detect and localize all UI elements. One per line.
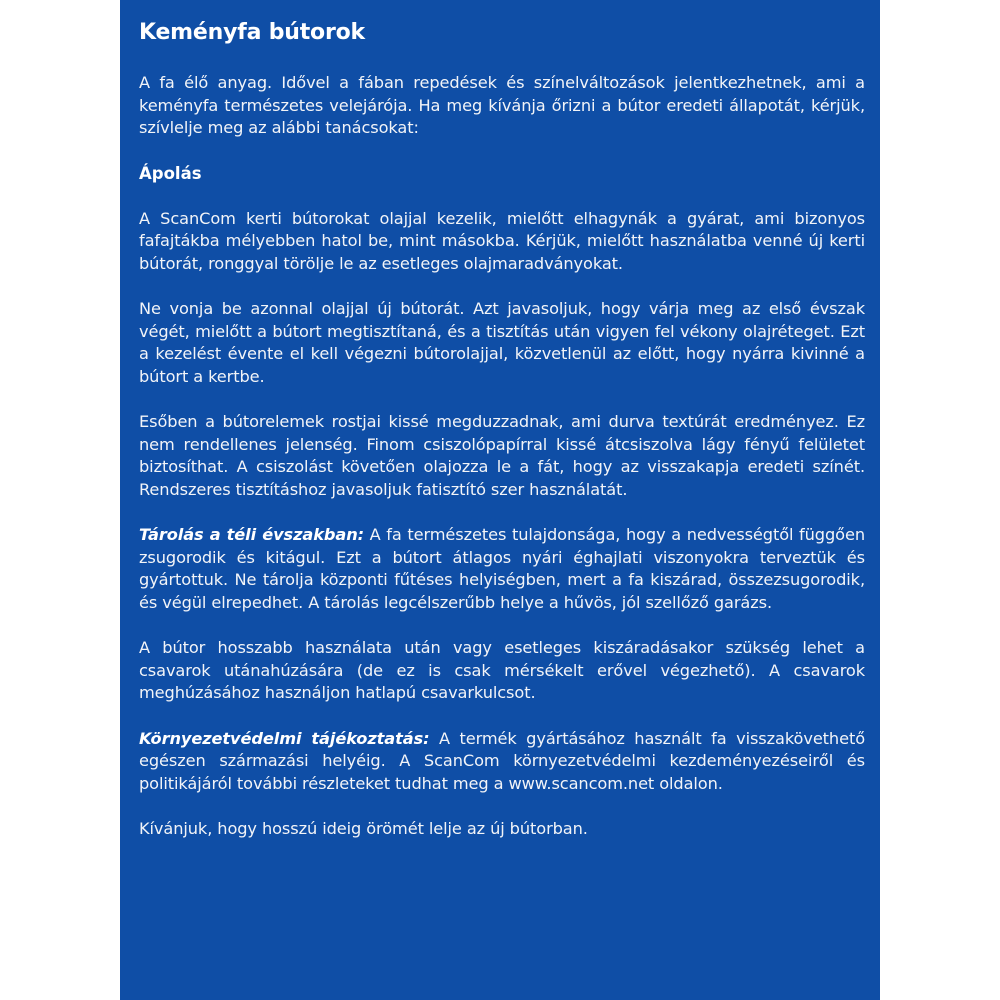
storage-lead: Tárolás a téli évszakban: [139, 525, 365, 544]
intro-paragraph: A fa élő anyag. Idővel a fában repedések és színelváltozások jelentkezhetnek, ami a keményfa természetes velejárója. Ha meg kívánja őrizni a bútor eredeti állapotát, kérjük, szívlelje meg az alábbi tanácsokat: [139, 73, 865, 137]
page-title: Keményfa bútorok [139, 20, 365, 45]
oiling-schedule-paragraph: Ne vonja be azonnal olajjal új bútorát. Azt javasoljuk, hogy várja meg az első évszak végét, mielőtt a bútort megtisztítaná, és a tisztítás után vigyen fel vékony olajréteget. Ezt a kezelést évente el kell végezni bútorolajjal, közvetlenül az előtt, hogy nyárra kivinné a bútort a kertbe. [139, 299, 865, 386]
care-heading: Ápolás [139, 163, 202, 183]
environment-text: A termék gyártásához használt fa visszakövethető egészen származási helyéig. A ScanCom környezetvédelmi kezdeményezéseiről és politikájáról további részleteket tudhat meg a www.scancom.net oldalon. [139, 728, 865, 793]
screws-paragraph: A bútor hosszabb használata után vagy esetleges kiszáradásakor szükség lehet a csavarok utánahúzására (de ez is csak mérsékelt erővel végezhető). A csavarok meghúzásához használjon hatlapú csavarkulcsot. [139, 638, 865, 702]
oil-treatment-paragraph: A ScanCom kerti bútorokat olajjal kezelik, mielőtt elhagynák a gyárat, ami bizonyos fafajtákba mélyebben hatol be, mint másokba. Kérjük, mielőtt használatba venné új kerti bútorát, ronggyal törölje le az esetleges olajmaradványokat. [139, 208, 865, 273]
environment-lead: Környezetvédelmi tájékoztatás: [139, 728, 430, 748]
storage-paragraph [139, 524, 865, 614]
rain-paragraph: Esőben a bútorelemek rostjai kissé megduzzadnak, ami durva textúrát eredményez. Ez nem rendellenes jelenség. Finom csiszolópapírral kissé átcsiszolva lágy fényű felületet biztosíthat. A csiszolást követően olajozza le a fát, hogy az visszakapja eredeti színét. Rendszeres tisztításhoz javasoljuk fatisztító szer használatát. [139, 412, 865, 499]
environment-paragraph [139, 728, 865, 796]
storage-text: A fa természetes tulajdonsága, hogy a nedvességtől függően zsugorodik és kitágul. Ezt a bútort átlagos nyári éghajlati viszonyokra terveztük és gyártottuk. Ne tárolja központi fűtéses helyiségben, mert a fa kiszárad, összezsugorodik, és végül elrepedhet. A tárolás legcélszerűbb helye a hűvös, jól szellőző garázs. [139, 525, 865, 612]
closing-paragraph: Kívánjuk, hogy hosszú ideig örömét lelje az új bútorban. [139, 819, 588, 838]
care-instructions-panel [120, 0, 880, 1000]
